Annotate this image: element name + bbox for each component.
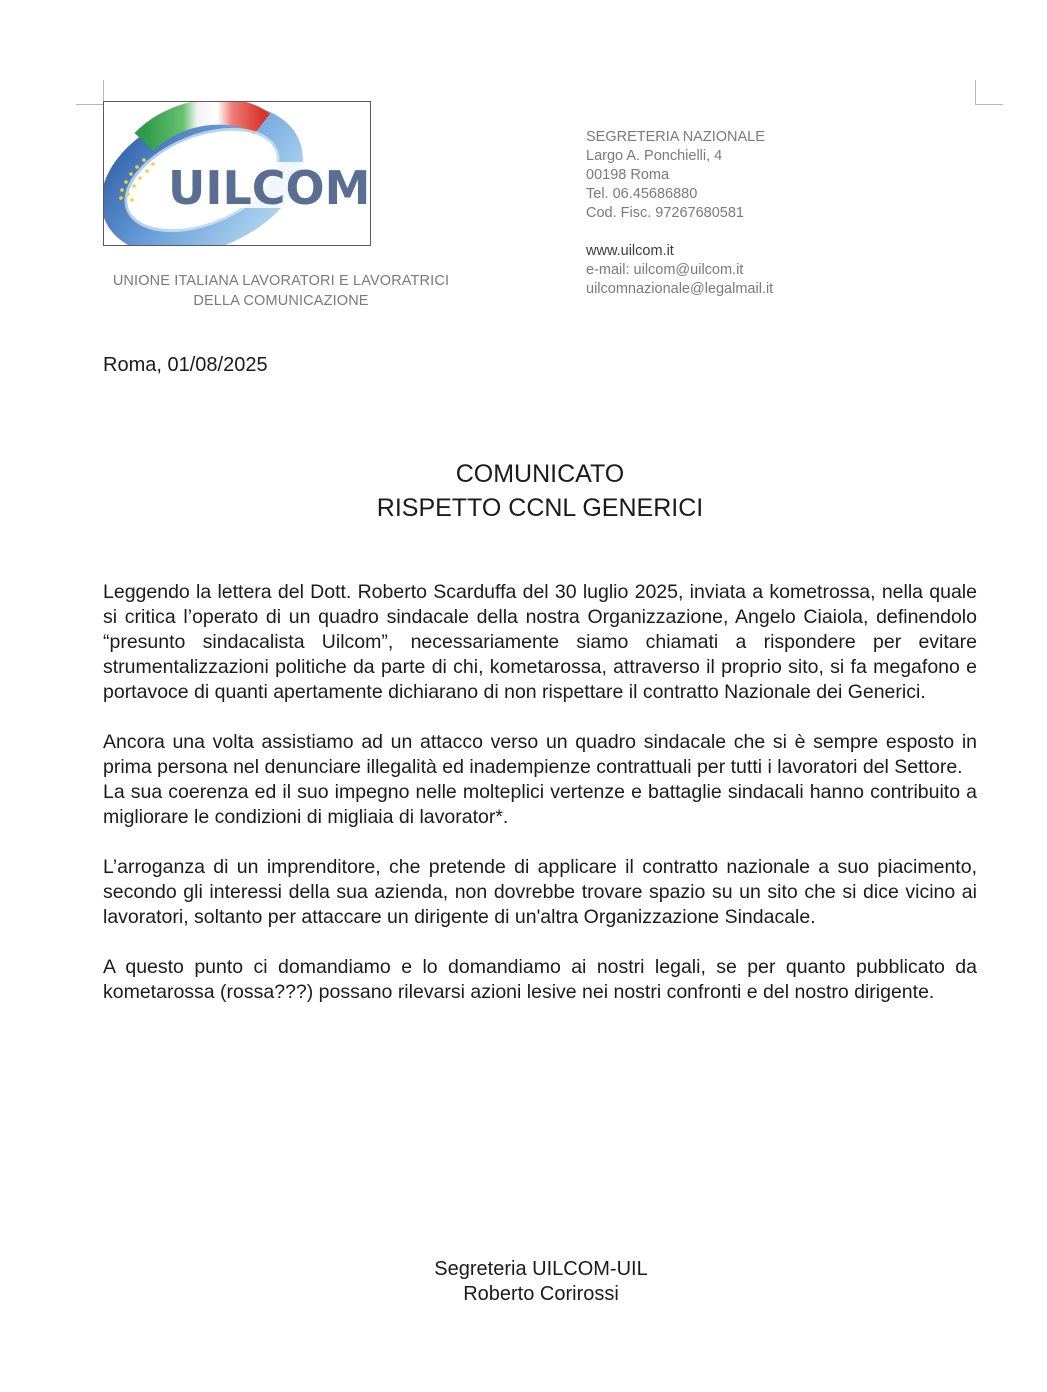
paragraph-3: La sua coerenza ed il suo impegno nelle molteplici vertenze e battaglie sindacali hanno contribuito a migliorare le condizioni di migliaia di lavorator*. — [103, 781, 977, 828]
contact-phone: Tel. 06.45686880 — [586, 186, 698, 202]
title-line2: RISPETTO CCNL GENERICI — [376, 494, 704, 522]
signature-line2: Roberto Corirossi — [463, 1283, 619, 1305]
crop-mark-right-v — [975, 80, 976, 105]
document-date: Roma, 01/08/2025 — [103, 354, 268, 376]
contact-email: e-mail: uilcom@uilcom.it — [586, 262, 744, 278]
organization-name — [92, 272, 470, 311]
contact-block — [586, 128, 773, 299]
logo-text: UILCOM — [168, 161, 370, 215]
contact-address: Largo A. Ponchielli, 4 — [586, 148, 723, 164]
contact-pec: uilcomnazionale@legalmail.it — [586, 281, 774, 297]
contact-website: www.uilcom.it — [586, 243, 674, 259]
paragraph-2: Ancora una volta assistiamo ad un attacco verso un quadro sindacale che si è sempre esposto in prima persona nel denunciare illegalità ed inadempienze contrattuali per tutti i lavoratori del Settore. — [103, 731, 977, 778]
org-name-line2: DELLA COMUNICAZIONE — [193, 292, 369, 309]
paragraph-5: A questo punto ci domandiamo e lo domandiamo ai nostri legali, se per quanto pubblicato da kometarossa (rossa???) possano rilevarsi azioni lesive nei nostri confronti e del nostro dirigente. — [103, 956, 977, 1003]
contact-fiscal-code: Cod. Fisc. 97267680581 — [586, 205, 744, 221]
uilcom-logo-icon — [104, 102, 370, 245]
document-title — [103, 457, 977, 525]
signature-line1: Segreteria UILCOM-UIL — [434, 1258, 648, 1280]
document-body — [103, 580, 977, 1030]
crop-mark-right-h — [975, 104, 1003, 105]
crop-mark-left-h — [76, 104, 104, 105]
contact-city: 00198 Roma — [586, 167, 670, 183]
contact-department: SEGRETERIA NAZIONALE — [586, 129, 765, 145]
uilcom-logo — [103, 101, 371, 246]
paragraph-1: Leggendo la lettera del Dott. Roberto Scarduffa del 30 luglio 2025, inviata a kometrossa, nella quale si critica l’operato di un quadro sindacale della nostra Organizzazione, Angelo Ciaiola, definendolo “presunto sindacalista Uilcom”, necessariamente siamo chiamati a rispondere per evitare strumentalizzazioni politiche da parte di chi, kometarossa, attraverso il proprio sito, si fa megafono e portavoce di quanti apertamente dichiarano di non rispettare il contratto Nazionale dei Generici. — [103, 581, 977, 703]
title-line1: COMUNICATO — [455, 460, 625, 488]
paragraph-4: L’arroganza di un imprenditore, che pretende di applicare il contratto nazionale a suo piacimento, secondo gli interessi della sua azienda, non dovrebbe trovare spazio su un sito che si dice vicino ai lavoratori, soltanto per attaccare un dirigente di un'altra Organizzazione Sindacale. — [103, 856, 977, 928]
signature-block — [400, 1257, 682, 1307]
org-name-line1: UNIONE ITALIANA LAVORATORI E LAVORATRICI — [112, 273, 450, 289]
